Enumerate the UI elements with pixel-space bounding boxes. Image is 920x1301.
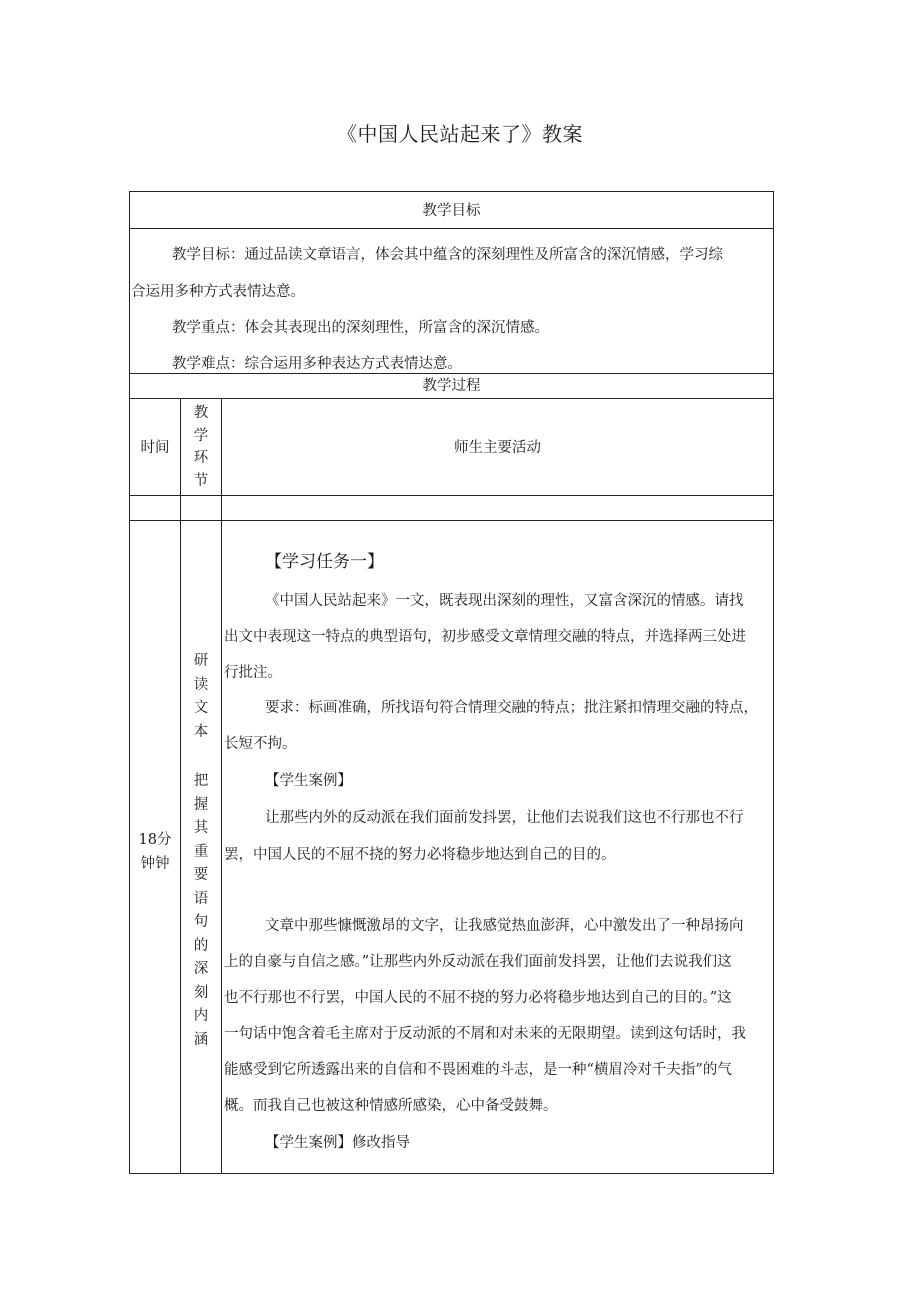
stage-char: 涵 bbox=[193, 1031, 209, 1048]
column-divider bbox=[221, 398, 222, 1174]
stage-char: 深 bbox=[193, 961, 209, 977]
stage-header-char: 教 bbox=[193, 405, 209, 421]
table-border-left bbox=[129, 191, 130, 1174]
essay-line: 也不行那也不行罢，中国人民的不屈不挠的努力必将稳步地达到自己的目的。”这 bbox=[224, 990, 732, 1006]
stage-char: 刻 bbox=[193, 984, 209, 1001]
stage-char: 握 bbox=[193, 796, 209, 813]
essay-line: 能感受到它所透露出来的自信和不畏困难的斗志，是一种“横眉冷对千夫指”的气 bbox=[224, 1062, 732, 1078]
essay-line: 上的自豪与自信之感。”让那些内外反动派在我们面前发抖罢，让他们去说我们这 bbox=[224, 954, 732, 970]
row-divider bbox=[129, 495, 774, 496]
stage-cell-a bbox=[181, 650, 221, 744]
requirement-line: 长短不拘。 bbox=[224, 736, 297, 752]
essay-line: 一句话中饱含着毛主席对于反动派的不屑和对未来的无限期望。读到这句话时，我 bbox=[224, 1026, 746, 1042]
quote-line: 罢，中国人民的不屈不挠的努力必将稳步地达到自己的目的。 bbox=[224, 847, 616, 863]
stage-char: 其 bbox=[193, 820, 209, 836]
essay-line: 概。而我自己也被这种情感所感染，心中备受鼓舞。 bbox=[224, 1098, 558, 1114]
goal-objective-line: 合运用多种方式表情达意。 bbox=[131, 284, 305, 300]
goal-difficulty: 教学难点：综合运用多种表达方式表情达意。 bbox=[172, 356, 462, 372]
row-divider bbox=[129, 398, 774, 399]
essay-line: 文章中那些慷慨激昂的文字，让我感觉热血澎湃，心中激发出了一种昂扬向 bbox=[265, 918, 744, 934]
table-border-right bbox=[773, 191, 774, 1174]
time-line: 钟钟 bbox=[140, 856, 170, 872]
stage-header-char: 节 bbox=[193, 472, 209, 489]
task-paragraph-line: 《中国人民站起来》一文，既表现出深刻的理性，又富含深沉的情感。请找 bbox=[265, 593, 744, 609]
column-header-stage bbox=[181, 402, 221, 492]
stage-char: 语 bbox=[193, 890, 209, 907]
row-divider bbox=[129, 228, 774, 229]
requirement-line: 要求：标画准确，所找语句符合情理交融的特点；批注紧扣情理交融的特点， bbox=[265, 700, 758, 716]
table-border-top bbox=[129, 191, 774, 192]
goal-objective-line: 教学目标：通过品读文章语言，体会其中蕴含的深刻理性及所富含的深沉情感，学习综 bbox=[172, 247, 723, 263]
task-paragraph-line: 行批注。 bbox=[224, 665, 282, 681]
process-header: 教学过程 bbox=[422, 378, 481, 394]
column-header-time: 时间 bbox=[140, 440, 170, 456]
table-border-bottom bbox=[129, 1173, 774, 1174]
task-title: 【学习任务一】 bbox=[265, 552, 384, 572]
student-case-guidance-label: 【学生案例】修改指导 bbox=[265, 1135, 410, 1151]
stage-cell-b bbox=[181, 770, 221, 1052]
goals-header: 教学目标 bbox=[422, 203, 481, 219]
column-header-activity: 师生主要活动 bbox=[454, 440, 541, 456]
goal-key-point: 教学重点：体会其表现出的深刻理性，所富含的深沉情感。 bbox=[172, 320, 549, 336]
time-line: 18分 bbox=[138, 832, 172, 848]
time-cell bbox=[130, 828, 180, 876]
stage-char: 本 bbox=[193, 723, 209, 740]
stage-char: 读 bbox=[193, 676, 209, 693]
row-divider bbox=[129, 520, 774, 521]
stage-char: 要 bbox=[193, 867, 209, 883]
stage-header-char: 学 bbox=[193, 427, 209, 444]
stage-char: 的 bbox=[193, 937, 209, 954]
stage-header-char: 环 bbox=[193, 450, 209, 466]
stage-char: 句 bbox=[193, 914, 209, 930]
task-paragraph-line: 出文中表现这一特点的典型语句，初步感受文章情理交融的特点，并选择两三处进 bbox=[224, 629, 746, 645]
stage-char: 把 bbox=[193, 773, 209, 789]
stage-char: 研 bbox=[193, 653, 209, 669]
stage-char: 文 bbox=[193, 700, 209, 716]
stage-char: 重 bbox=[193, 843, 209, 860]
quote-line: 让那些内外的反动派在我们面前发抖罢，让他们去说我们这也不行那也不行 bbox=[265, 810, 744, 826]
student-case-label: 【学生案例】 bbox=[265, 773, 352, 789]
stage-char: 内 bbox=[193, 1008, 209, 1024]
page-title: 《中国人民站起来了》教案 bbox=[337, 122, 583, 146]
